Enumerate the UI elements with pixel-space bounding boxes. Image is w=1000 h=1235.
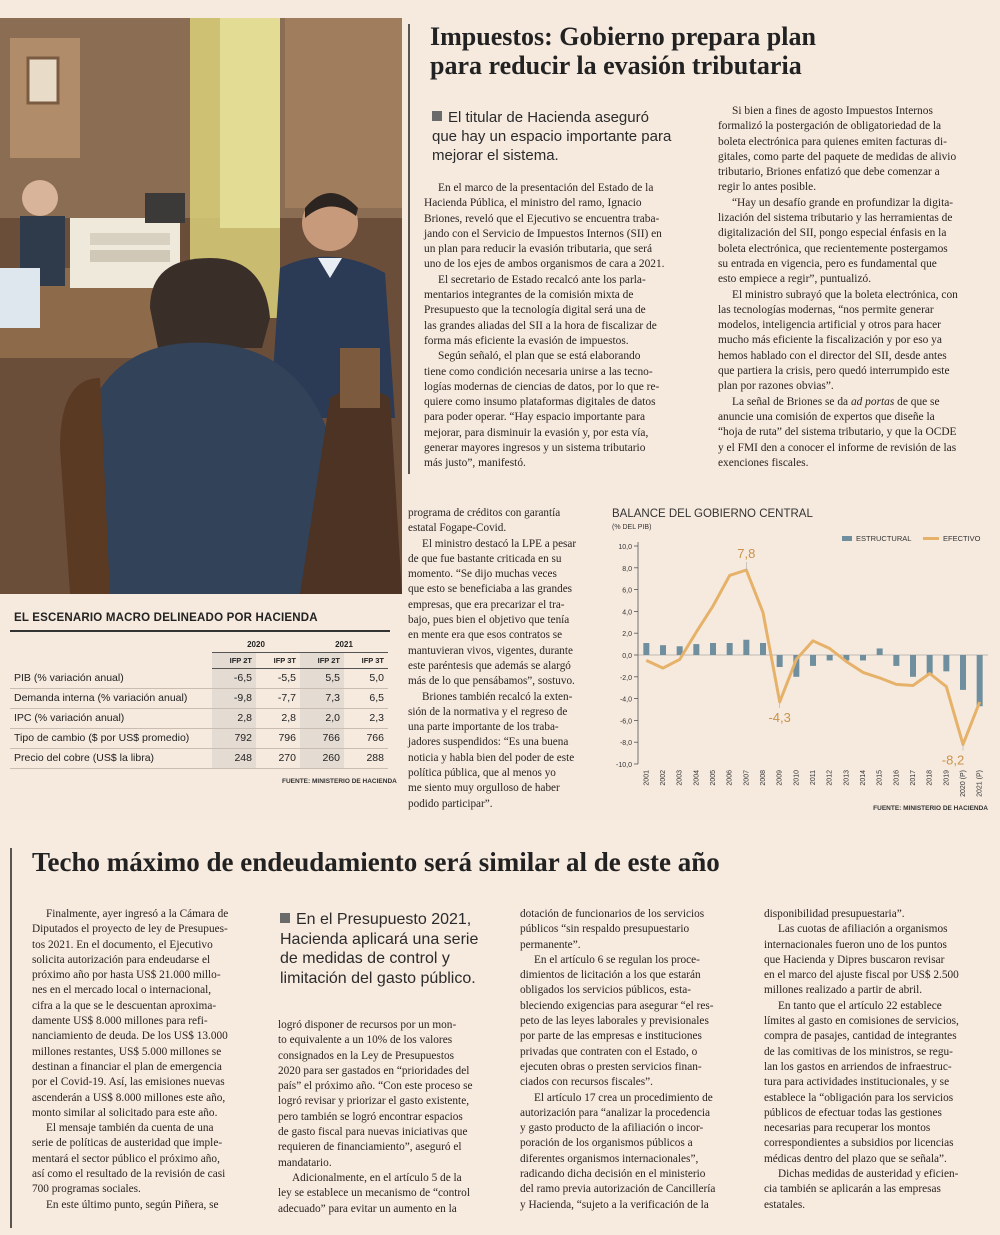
- bar-estructural: [810, 655, 816, 666]
- bar-estructural: [860, 655, 866, 660]
- x-tick-label: 2002: [660, 770, 667, 786]
- x-tick-label: 2004: [693, 770, 701, 786]
- y-tick-label: 6,0: [622, 587, 632, 595]
- bar-estructural: [693, 644, 699, 655]
- bullet-square-icon: [432, 111, 442, 121]
- bar-estructural: [910, 655, 916, 677]
- bar-estructural: [643, 643, 649, 655]
- x-tick-label: 2014: [860, 770, 867, 786]
- article-column: programa de créditos con garantía estatal Fogape-Covid. El ministro destacó la LPE a pesar de que fue bastante criticada en su momento. “Se dijo muchas veces que esto se beneficiaba a las grandes empresas, que era precarizar el tra- bajo, pues bien el objetivo que tenía en mente era que esos contratos se mantuvieran vivos, vigentes, durante este paréntesis que además se alargó más de lo que pensábamos”, sostuvo. Briones también recalcó la exten- sión de la normativa y el regreso de una parte importante de los traba- jadores suspendidos: “Es una buena noticia y habla bien del poder de este política pública, que al menos yo me siento muy orgulloso de haber podido participar”.: [408, 507, 577, 810]
- year-header: 2020: [212, 638, 300, 652]
- year-header: 2021: [300, 638, 388, 652]
- bar-estructural: [893, 655, 899, 666]
- y-tick-label: 10,0: [618, 544, 632, 551]
- x-tick-label: 2006: [726, 770, 734, 786]
- x-tick-label: 2015: [876, 770, 884, 786]
- y-tick-label: 8,0: [622, 565, 632, 573]
- y-tick-label: -6,0: [619, 718, 632, 726]
- x-tick-label: 2001: [643, 770, 651, 786]
- bar-estructural: [877, 648, 883, 655]
- photo-illustration: [0, 18, 402, 594]
- balance-chart: [600, 528, 995, 820]
- photo-meeting: [0, 18, 402, 594]
- y-tick-label: -2,0: [619, 674, 632, 682]
- x-tick-label: 2010: [793, 770, 801, 786]
- x-tick-label: 2005: [710, 770, 717, 786]
- x-tick-label: 2011: [810, 770, 817, 786]
- article-column: logró disponer de recursos por un mon- to equivalente a un 10% de los valores consignados en la Ley de Presupuestos 2020 para ser gastados en “prioridades del país” el próximo año. “Con este proceso se logró revisar y priorizar el gasto existente, pero también se logró encontrar espacios de gasto fiscal para nuevas iniciativas que requieren de financiamiento”, aseguró el mandatario. Adicionalmente, en el artículo 5 de la ley se establece un mecanismo de “control adecuado” para evitar un aumento en la: [278, 1019, 473, 1215]
- y-tick-label: 4,0: [622, 609, 632, 617]
- bar-estructural: [827, 655, 833, 660]
- kicker-impuestos: El titular de Hacienda aseguró que hay un espacio importante para mejorar el sistema.: [432, 109, 672, 164]
- x-tick-label: 2008: [760, 770, 767, 786]
- article-column: dotación de funcionarios de los servicios públicos “sin respaldo presupuestario permanente”. En el artículo 6 se regulan los proce- dimientos de licitación a los que estarán obligados los servicios públicos, esta- bleciendo exigencias para asegurar “el res- peto de las leyes laborales y previsionales por parte de las empresas e instituciones privadas que contraten con el Estado, o ejecuten obras o presten servicios finan- ciados con recursos fiscales”. El artículo 17 crea un procedimiento de autorización para “analizar la procedencia y gasto producto de la afiliación o incor- poración de los organismos públicos a diferentes organismos internacionales”, radicando dicha decisión en el ministerio del ramo previa autorización de Cancillería y Hacienda, “sujeto a la verificación de la: [520, 908, 716, 1211]
- column-header: IFP 2T: [300, 652, 344, 668]
- bar-estructural: [760, 643, 766, 655]
- bar-estructural: [743, 640, 749, 655]
- bar-estructural: [943, 655, 949, 671]
- annotation-label: 7,8: [737, 545, 756, 561]
- bar-estructural: [710, 643, 716, 655]
- column-header: IFP 3T: [256, 652, 300, 668]
- divider: [10, 630, 390, 632]
- legend-label: EFECTIVO: [943, 534, 981, 543]
- x-tick-label: 2003: [676, 770, 684, 786]
- annotation-label: -4,3: [768, 709, 791, 725]
- kicker-presupuesto: En el Presupuesto 2021, Hacienda aplicará una serie de medidas de control y limitación del gasto público.: [280, 911, 479, 987]
- macro-table-title: EL ESCENARIO MACRO DELINEADO POR HACIENDA: [14, 612, 318, 624]
- headline-impuestos: Impuestos: Gobierno prepara plan para reducir la evasión tributaria: [430, 22, 816, 80]
- chart-source: FUENTE: MINISTERIO DE HACIENDA: [873, 805, 988, 812]
- legend-swatch-efectivo: [923, 537, 939, 540]
- x-tick-label: 2012: [826, 770, 834, 786]
- x-tick-label: 2013: [843, 770, 851, 786]
- headline-endeudamiento: Techo máximo de endeudamiento será similar al de este año: [32, 847, 720, 877]
- chart-title: BALANCE DEL GOBIERNO CENTRAL: [612, 508, 813, 520]
- article-column: Finalmente, ayer ingresó a la Cámara de Diputados el proyecto de ley de Presupues- tos 2021. En el documento, el Ejecutivo solicita autorización para endeudarse el próximo año por hasta US$ 21.000 millo- nes en el mercado local o internacional, cifra a la que se le descuentan aproxima- damente US$ 8.000 millones para refi- nanciamiento de deuda. De los US$ 13.000 millones restantes, US$ 5.000 millones se destinan a financiar el plan de emergencia por el Covid-19. Así, las emisiones nuevas ascenderán a US$ 8.000 millones este año, monto similar al solicitado para este año. El mensaje también da cuenta de una serie de políticas de austeridad que imple- mentará el sector público el próximo año, así como el resultado de la revisión de casi 700 programas sociales. En este último punto, según Piñera, se: [32, 908, 229, 1211]
- bar-estructural: [977, 655, 983, 706]
- x-tick-label: 2007: [743, 770, 751, 786]
- x-tick-label: 2021 (P): [976, 770, 984, 797]
- x-tick-label: 2016: [893, 770, 901, 786]
- x-tick-label: 2017: [910, 770, 917, 786]
- legend-label: ESTRUCTURAL: [856, 534, 912, 543]
- x-tick-label: 2020 (P): [960, 770, 967, 797]
- chart-ylabel: (% DEL PIB): [612, 524, 652, 531]
- annotation-label: -8,2: [941, 752, 965, 768]
- article-column: Si bien a fines de agosto Impuestos Internos formalizó la postergación de obligatoriedad de la boleta electrónica para quienes emiten facturas di- gitales, como parte del paquete de medidas de alivio tributario, Briones enfatizó que debe comenzar a regir lo antes posible. “Hay un desafío grande en profundizar la digita- lización del sistema tributario y las herramientas de digitalización del SII, pongo especial énfasis en la boleta electrónica, que recientemente postergamos su entrada en vigencia, pero es fundamental que esto empiece a regir”, puntualizó. El ministro subrayó que la boleta electrónica, con las tecnologías modernas, “nos permite generar modelos, inteligencia artificial y otros para hacer mucho más eficiente la fiscalización y por eso ya hemos hablado con el director del SII, desde antes que partiera la crisis, pero quedó interrumpido este plan por razones obvias”. La señal de Briones se da ad portas de que se anuncie una comisión de expertos que diseñe la “hoja de ruta” del sistema tributario, y que la OCDE y el FMI den a conocer el informe de revisión de las exenciones fiscales.: [718, 105, 958, 469]
- table-row: Tipo de cambio ($ por US$ promedio) 792 796 766 766: [10, 728, 388, 748]
- bullet-square-icon: [280, 913, 290, 923]
- x-tick-label: 2019: [943, 770, 951, 786]
- bar-estructural: [960, 655, 966, 690]
- table-row: PIB (% variación anual) -6,5 -5,5 5,5 5,0: [10, 668, 388, 688]
- article-column: En el marco de la presentación del Estado de la Hacienda Pública, el ministro del ramo, Ignacio Briones, reveló que el Ejecutivo se encuentra traba- jando con el Servicio de Impuestos Internos (SII) en un plan para reducir la evasión tributaria, que será uno de los ejes de ambos organismos de cara a 2021. El secretario de Estado recalcó ante los parla- mentarios integrantes de la comisión mixta de Presupuesto que la tecnología digital será una de las grandes aliadas del SII a la hora de fiscalizar de forma más eficiente la evasión de impuestos. Según señaló, el plan que se está elaborando tiene como condición necesaria unirse a las tecno- logías modernas de ciencias de datos, por lo que re- quiere como insumo plataformas digitales de datos para poder operar. “Hay espacio importante para mejorar, para disminuir la evasión y, por esta vía, generar mayores ingresos y un sistema tributario más justo”, manifestó.: [424, 182, 665, 470]
- macro-table: [10, 638, 388, 769]
- legend-swatch-estructural: [842, 536, 852, 541]
- table-row: Precio del cobre (US$ la libra) 248 270 260 288: [10, 748, 388, 768]
- column-rule: [408, 24, 410, 474]
- y-tick-label: -10,0: [616, 762, 632, 769]
- bar-estructural: [660, 645, 666, 655]
- y-tick-label: 2,0: [622, 631, 632, 639]
- table-row: Demanda interna (% variación anual) -9,8 -7,7 7,3 6,5: [10, 688, 388, 708]
- x-tick-label: 2009: [776, 770, 784, 786]
- bar-estructural: [927, 655, 933, 674]
- bar-estructural: [727, 643, 733, 655]
- y-tick-label: 0,0: [622, 653, 632, 660]
- bar-estructural: [777, 655, 783, 667]
- table-source: FUENTE: MINISTERIO DE HACIENDA: [282, 778, 397, 785]
- y-tick-label: -8,0: [619, 740, 632, 748]
- column-header: IFP 2T: [212, 652, 256, 668]
- table-row: IPC (% variación anual) 2,8 2,8 2,0 2,3: [10, 708, 388, 728]
- article-column: disponibilidad presupuestaria”. Las cuotas de afiliación a organismos internacionales fueron uno de los puntos que Hacienda y Dipres buscaron revisar en el marco del ajuste fiscal por US$ 2.500 millones realizado a partir de abril. En tanto que el artículo 22 establece límites al gasto en comisiones de servicios, compra de pasajes, cantidad de integrantes de las comitivas de los ministros, se regu- lan los gastos en arriendos de infraestruc- tura para actividades institucionales, y se establece la “obligación para los servicios públicos de efectuar todas las gestiones necesarias para recuperar los montos correspondientes a subsidios por licencias médicas dentro del plazo que se señala”. Dichas medidas de austeridad y eficien- cia también se aplicarán a las empresas estatales.: [764, 908, 959, 1211]
- y-tick-label: -4,0: [619, 696, 632, 704]
- x-tick-label: 2018: [926, 770, 934, 786]
- column-rule: [10, 848, 12, 1228]
- column-header: IFP 3T: [344, 652, 388, 668]
